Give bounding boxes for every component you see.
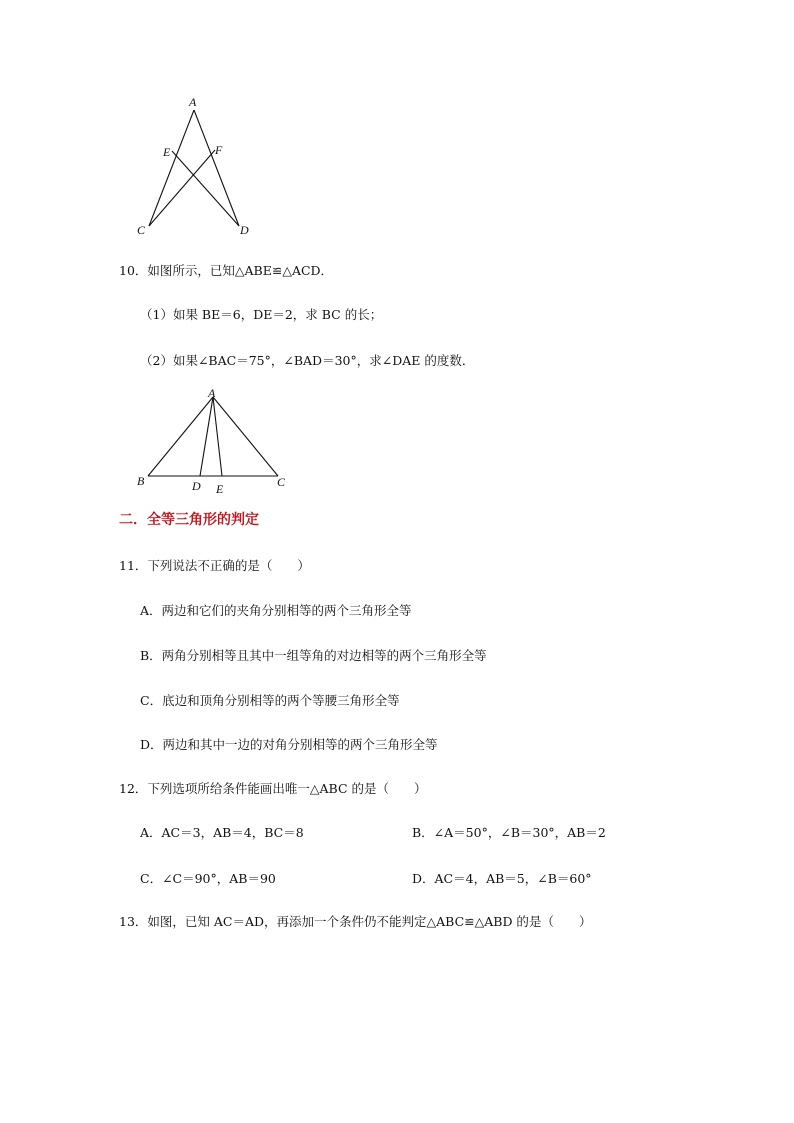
- label-D: D: [240, 223, 249, 237]
- label-B: B: [137, 474, 145, 488]
- segment-AE: [213, 397, 222, 476]
- label-E: E: [216, 482, 224, 495]
- q11-option-d: D．两边和其中一边的对角分别相等的两个三角形全等: [140, 737, 438, 752]
- segment-AD: [200, 397, 213, 476]
- label-C: C: [137, 223, 146, 237]
- label-F: F: [215, 143, 223, 157]
- segment-AB: [148, 397, 213, 476]
- q12-option-b: B．∠A＝50°，∠B＝30°，AB＝2: [412, 825, 606, 840]
- q11-option-a: A．两边和它们的夹角分别相等的两个三角形全等: [140, 603, 412, 618]
- segment-AD: [194, 110, 239, 226]
- q11-option-b: B．两角分别相等且其中一组等角的对边相等的两个三角形全等: [140, 648, 487, 663]
- q10-part1: （1）如果 BE＝6，DE＝2，求 BC 的长；: [140, 307, 383, 322]
- section-heading: 二．全等三角形的判定: [119, 512, 259, 528]
- q10-stem: 10．如图所示，已知△ABE≌△ACD．: [119, 263, 334, 278]
- q11-option-c: C．底边和顶角分别相等的两个等腰三角形全等: [140, 693, 400, 708]
- figure-triangle-ABC: [130, 385, 300, 495]
- figure-crossed-triangles: [130, 90, 270, 242]
- label-D: D: [192, 479, 201, 493]
- label-A: A: [189, 95, 197, 109]
- q10-part2: （2）如果∠BAC＝75°，∠BAD＝30°，求∠DAE 的度数．: [140, 353, 475, 368]
- label-C: C: [277, 475, 286, 489]
- q13-stem: 13．如图，已知 AC＝AD，再添加一个条件仍不能判定△ABC≌△ABD 的是（ ）: [119, 914, 592, 929]
- segment-AC: [213, 397, 278, 476]
- q12-option-c: C．∠C＝90°，AB＝90: [140, 871, 276, 886]
- q11-stem: 11．下列说法不正确的是（ ）: [119, 558, 310, 573]
- q12-stem: 12．下列选项所给条件能画出唯一△ABC 的是（ ）: [119, 781, 427, 796]
- q12-option-a: A．AC＝3，AB＝4，BC＝8: [140, 825, 304, 840]
- label-E: E: [163, 145, 171, 159]
- q12-option-d: D．AC＝4，AB＝5，∠B＝60°: [412, 871, 592, 886]
- label-A: A: [208, 386, 216, 400]
